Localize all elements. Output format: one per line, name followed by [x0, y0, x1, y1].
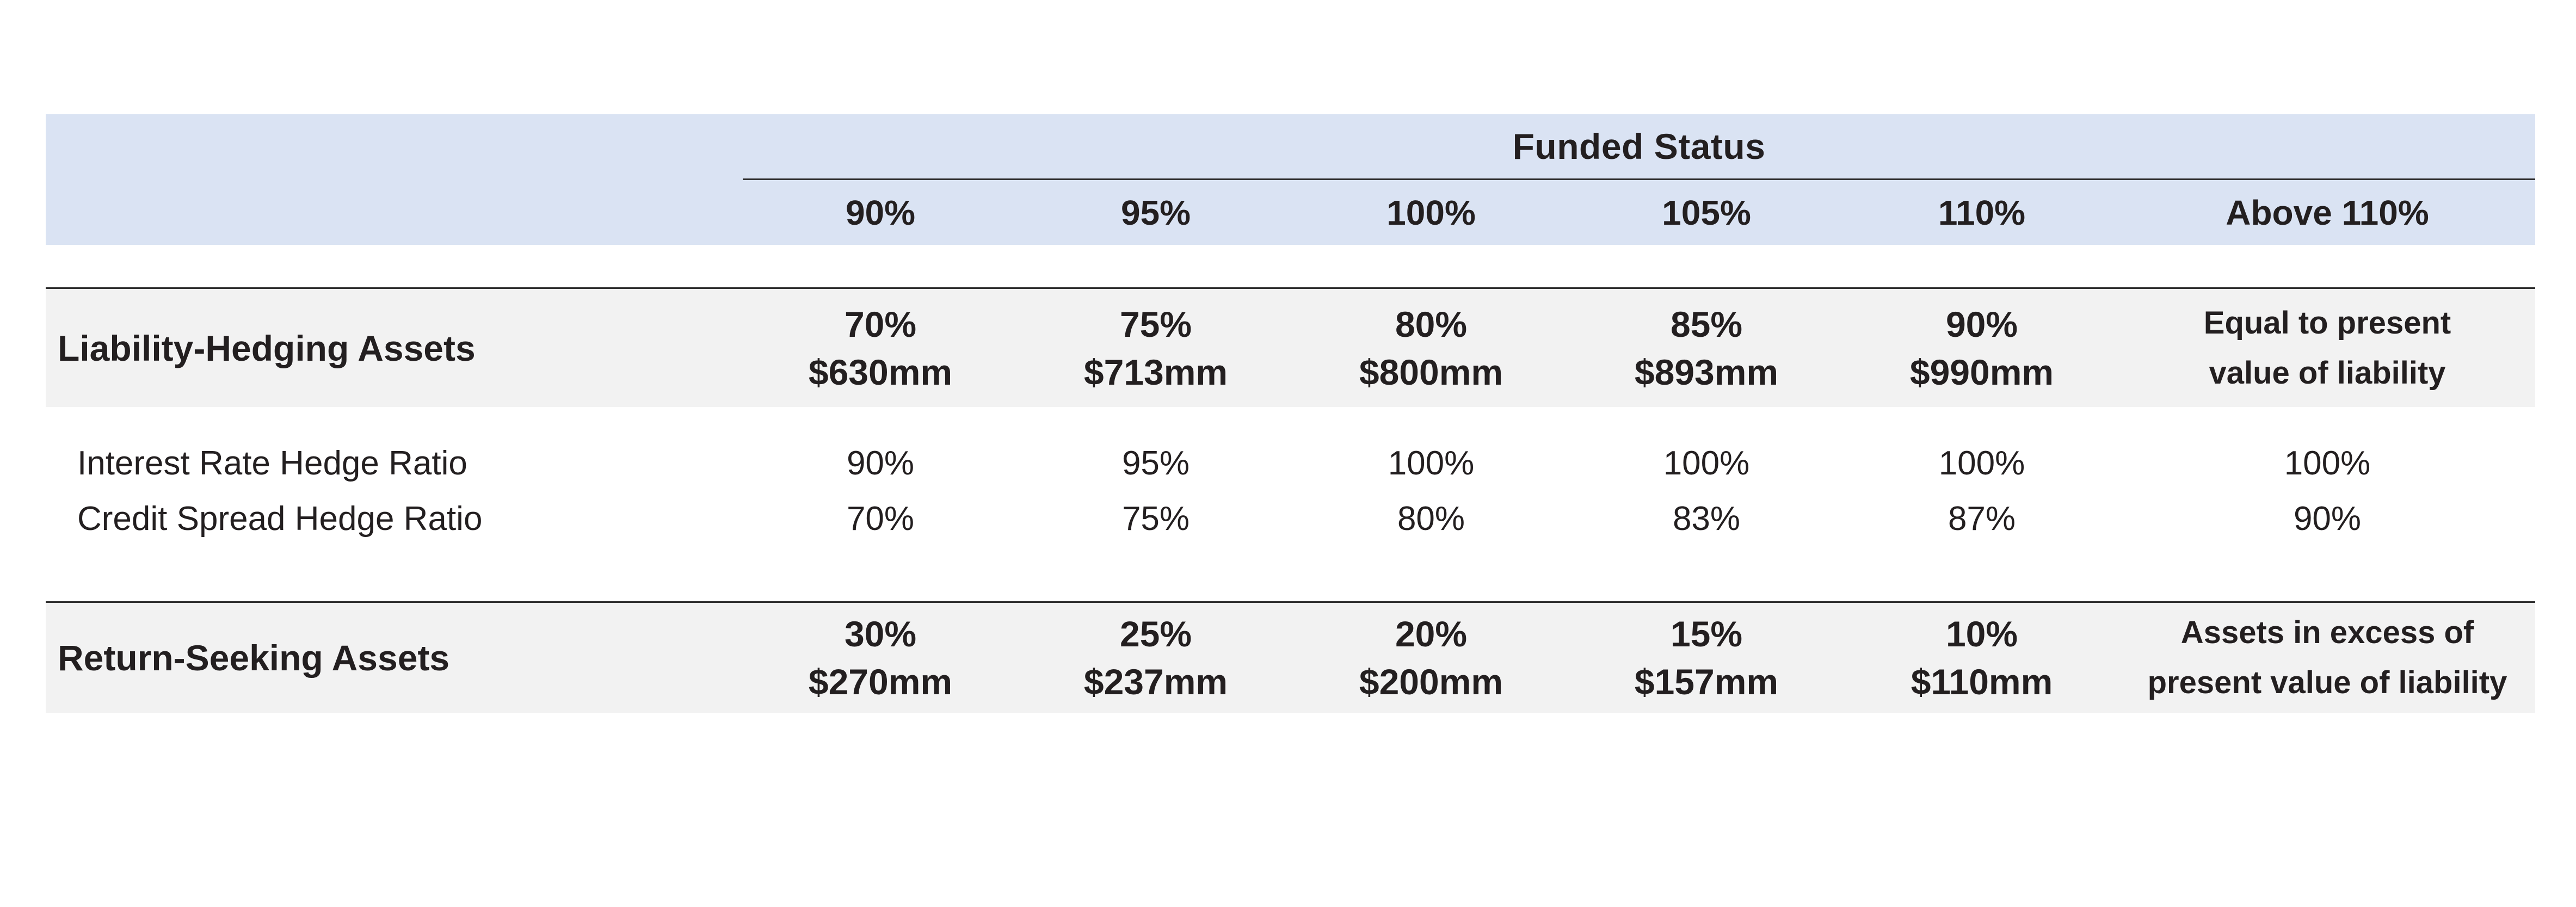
value-percent: 85% [1670, 304, 1743, 344]
value-percent: 75% [1119, 304, 1192, 344]
row-label-liability-hedging-assets: Liability-Hedging Assets [58, 328, 476, 368]
row-return-seeking-assets [46, 601, 2535, 713]
row-label-interest-rate-hedge-ratio: Interest Rate Hedge Ratio [77, 444, 467, 482]
column-header-100: 100% [1386, 193, 1476, 232]
funded-status-table [46, 114, 2535, 713]
value-cell: 100% [1938, 444, 2025, 482]
value-cell [1018, 610, 1293, 706]
value-cell: 75% [1121, 499, 1190, 538]
value-cell: 90% [846, 444, 915, 482]
header-title-row [46, 114, 2535, 180]
column-header-110: 110% [1938, 193, 2026, 232]
column-header-105: 105% [1662, 193, 1751, 232]
row-liability-hedging-assets [46, 287, 2535, 407]
value-amount: $270mm [808, 662, 953, 702]
value-cell: 100% [1663, 444, 1750, 482]
value-amount: $110mm [1911, 662, 2053, 702]
value-cell [1293, 300, 1569, 396]
value-cell [743, 300, 1018, 396]
value-cell [1018, 300, 1293, 396]
note-line-1: Equal to present [2203, 305, 2451, 341]
value-percent: 30% [844, 614, 917, 654]
column-header-row [46, 180, 2535, 245]
spacer-row [46, 245, 2535, 287]
value-cell: 100% [2284, 444, 2371, 482]
value-percent: 90% [1945, 304, 2018, 344]
value-percent: 20% [1395, 614, 1468, 654]
row-credit-spread-hedge-ratio [46, 491, 2535, 546]
value-cell: 95% [1121, 444, 1190, 482]
value-cell [1569, 610, 1844, 706]
value-cell: 83% [1672, 499, 1741, 538]
row-label-return-seeking-assets: Return-Seeking Assets [58, 638, 450, 678]
value-percent: 70% [844, 304, 917, 344]
value-cell [1293, 610, 1569, 706]
value-percent: 25% [1119, 614, 1192, 654]
value-cell: 100% [1388, 444, 1475, 482]
note-line-1: Assets in excess of [2180, 615, 2474, 650]
header-corner-spacer [46, 114, 743, 180]
funded-status-title: Funded Status [743, 114, 2535, 180]
value-cell-note [2119, 608, 2535, 708]
note-line-2: value of liability [2209, 355, 2446, 391]
value-amount: $990mm [1909, 351, 2054, 392]
row-label-credit-spread-hedge-ratio: Credit Spread Hedge Ratio [77, 499, 483, 538]
value-amount: $713mm [1083, 351, 1228, 392]
note-line-2: present value of liability [2147, 665, 2507, 700]
column-header-95: 95% [1120, 193, 1191, 232]
value-cell: 87% [1948, 499, 2016, 538]
value-cell-note [2119, 298, 2535, 398]
value-cell: 80% [1397, 499, 1465, 538]
row-interest-rate-hedge-ratio [46, 435, 2535, 491]
value-cell [743, 610, 1018, 706]
value-cell: 70% [846, 499, 915, 538]
value-cell [1569, 300, 1844, 396]
value-percent: 15% [1670, 614, 1743, 654]
value-amount: $630mm [808, 351, 953, 392]
value-amount: $200mm [1359, 662, 1503, 702]
table-header-band [46, 114, 2535, 245]
value-amount: $800mm [1359, 351, 1503, 392]
column-header-90: 90% [845, 193, 916, 232]
value-cell [1844, 300, 2119, 396]
value-amount: $237mm [1083, 662, 1228, 702]
column-header-above-110: Above 110% [2226, 193, 2429, 232]
value-amount: $157mm [1634, 662, 1779, 702]
value-cell: 90% [2293, 499, 2362, 538]
value-cell [1844, 610, 2119, 706]
hedge-ratio-section [46, 407, 2535, 601]
value-percent: 80% [1395, 304, 1468, 344]
value-percent: 10% [1945, 614, 2018, 654]
value-amount: $893mm [1634, 351, 1779, 392]
